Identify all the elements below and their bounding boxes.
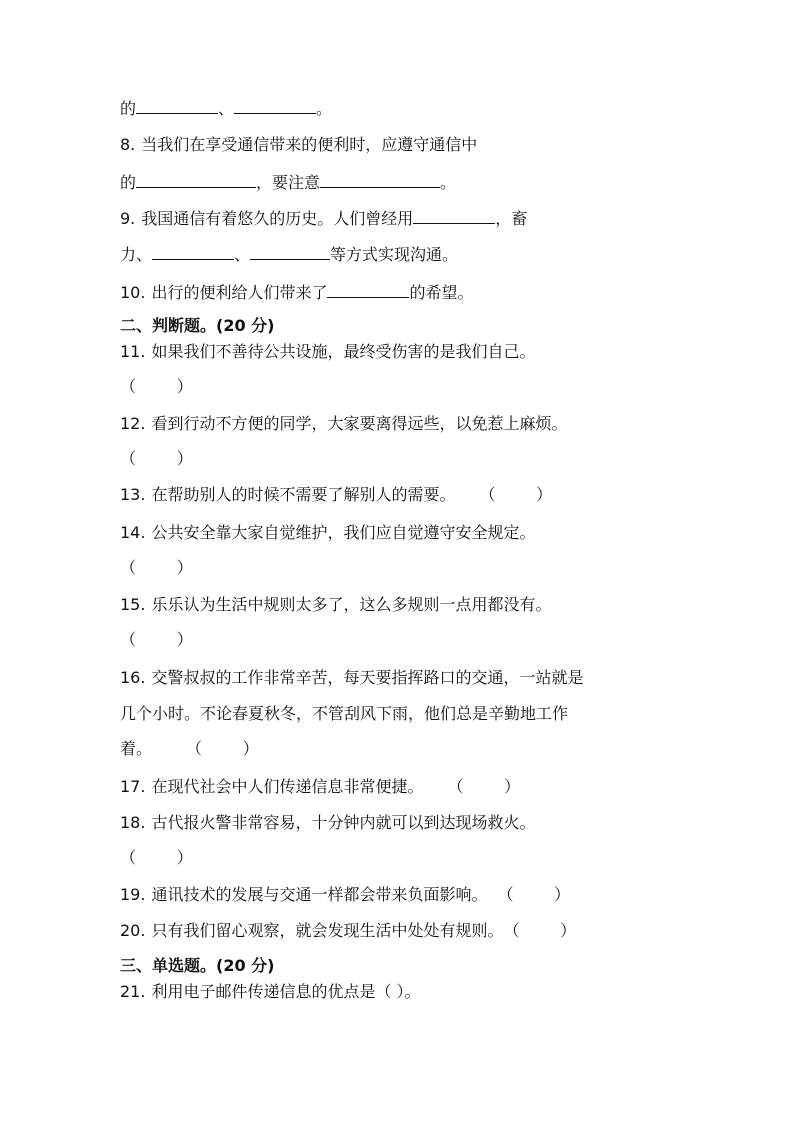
q7-end: 。 bbox=[316, 99, 333, 118]
question-text: 看到行动不方便的同学，大家要离得远些，以免惹上麻烦。 bbox=[151, 414, 568, 433]
q7-line bbox=[120, 98, 332, 120]
answer-blank[interactable] bbox=[136, 98, 218, 114]
question-number: 17. bbox=[120, 777, 146, 796]
question-number: 10. bbox=[120, 283, 146, 302]
question-15 bbox=[120, 594, 551, 616]
answer-paren[interactable]: （ ） bbox=[120, 558, 193, 577]
question-10 bbox=[120, 282, 473, 304]
question-number: 13. bbox=[120, 485, 146, 504]
question-text: 、 bbox=[234, 245, 251, 264]
question-12 bbox=[120, 413, 567, 435]
answer-blank[interactable] bbox=[234, 98, 316, 114]
question-21 bbox=[120, 981, 421, 1003]
question-number: 8. bbox=[120, 135, 136, 154]
answer-paren[interactable]: （ ） bbox=[479, 485, 553, 504]
question-text: ，要注意 bbox=[256, 173, 321, 192]
question-text: 乐乐认为生活中规则太多了，这么多规则一点用都没有。 bbox=[151, 595, 552, 614]
answer-paren[interactable]: （ ） bbox=[120, 377, 193, 396]
section-heading-single-choice: 三、单选题。(20 分) bbox=[120, 956, 275, 975]
question-text: 交警叔叔的工作非常辛苦，每天要指挥路口的交通，一站就是 bbox=[151, 668, 584, 687]
answer-paren[interactable]: （ ） bbox=[503, 921, 577, 940]
question-text: 利用电子邮件传递信息的优点是（ ）。 bbox=[151, 982, 421, 1001]
answer-paren[interactable]: （ ） bbox=[120, 848, 193, 867]
question-text: 当我们在享受通信带来的便利时，应遵守通信中 bbox=[141, 135, 478, 154]
question-text: 的 bbox=[120, 173, 137, 192]
q7-sep: 、 bbox=[218, 99, 235, 118]
question-13 bbox=[120, 484, 552, 506]
question-number: 12. bbox=[120, 414, 146, 433]
question-text: 出行的便利给人们带来了 bbox=[151, 283, 328, 302]
question-number: 20. bbox=[120, 921, 146, 940]
question-text: 。 bbox=[440, 173, 457, 192]
question-text: 古代报火警非常容易，十分钟内就可以到达现场救火。 bbox=[151, 813, 536, 832]
question-number: 19. bbox=[120, 885, 146, 904]
answer-paren[interactable]: （ ） bbox=[447, 777, 521, 796]
question-text: 公共安全靠大家自觉维护，我们应自觉遵守安全规定。 bbox=[151, 523, 536, 542]
question-text: 只有我们留心观察，就会发现生活中处处有规则。 bbox=[151, 921, 504, 940]
question-18 bbox=[120, 812, 535, 834]
question-number: 9. bbox=[120, 209, 136, 228]
question-text: 的希望。 bbox=[409, 283, 474, 302]
question-20 bbox=[120, 920, 576, 942]
answer-blank[interactable] bbox=[152, 244, 234, 260]
q7-prefix: 的 bbox=[120, 99, 137, 118]
answer-blank[interactable] bbox=[327, 282, 409, 298]
question-16 bbox=[120, 667, 583, 689]
question-text: 在帮助别人的时候不需要了解别人的需要。 bbox=[151, 485, 456, 504]
question-number: 15. bbox=[120, 595, 146, 614]
question-text: ，畜 bbox=[495, 209, 528, 228]
question-number: 21. bbox=[120, 982, 146, 1001]
question-9 bbox=[120, 208, 527, 230]
question-text: 着。 bbox=[120, 739, 153, 758]
question-8-line2 bbox=[120, 172, 456, 194]
question-text: 在现代社会中人们传递信息非常便捷。 bbox=[151, 777, 424, 796]
answer-blank[interactable] bbox=[320, 172, 440, 188]
answer-blank[interactable] bbox=[413, 208, 495, 224]
question-number: 16. bbox=[120, 668, 146, 687]
question-number: 14. bbox=[120, 523, 146, 542]
question-9-line2 bbox=[120, 244, 458, 266]
answer-paren[interactable]: （ ） bbox=[186, 739, 259, 758]
answer-paren[interactable]: （ ） bbox=[497, 885, 571, 904]
question-17 bbox=[120, 776, 520, 798]
question-number: 18. bbox=[120, 813, 146, 832]
question-19 bbox=[120, 884, 570, 906]
question-number: 11. bbox=[120, 342, 146, 361]
question-14 bbox=[120, 522, 535, 544]
question-text: 我国通信有着悠久的历史。人们曾经用 bbox=[141, 209, 414, 228]
question-text: 力、 bbox=[120, 245, 153, 264]
answer-blank[interactable] bbox=[250, 244, 330, 260]
answer-paren[interactable]: （ ） bbox=[120, 630, 193, 649]
question-text: 通讯技术的发展与交通一样都会带来负面影响。 bbox=[151, 885, 488, 904]
question-text: 等方式实现沟通。 bbox=[330, 245, 459, 264]
question-11 bbox=[120, 341, 535, 363]
question-8 bbox=[120, 134, 477, 156]
answer-blank[interactable] bbox=[136, 172, 256, 188]
section-heading-judge: 二、判断题。(20 分) bbox=[120, 316, 275, 335]
question-16-line2: 几个小时。不论春夏秋冬，不管刮风下雨，他们总是辛勤地工作 bbox=[120, 704, 569, 723]
answer-paren[interactable]: （ ） bbox=[120, 449, 193, 468]
question-text: 如果我们不善待公共设施，最终受伤害的是我们自己。 bbox=[151, 342, 536, 361]
question-16-line3 bbox=[120, 738, 259, 760]
